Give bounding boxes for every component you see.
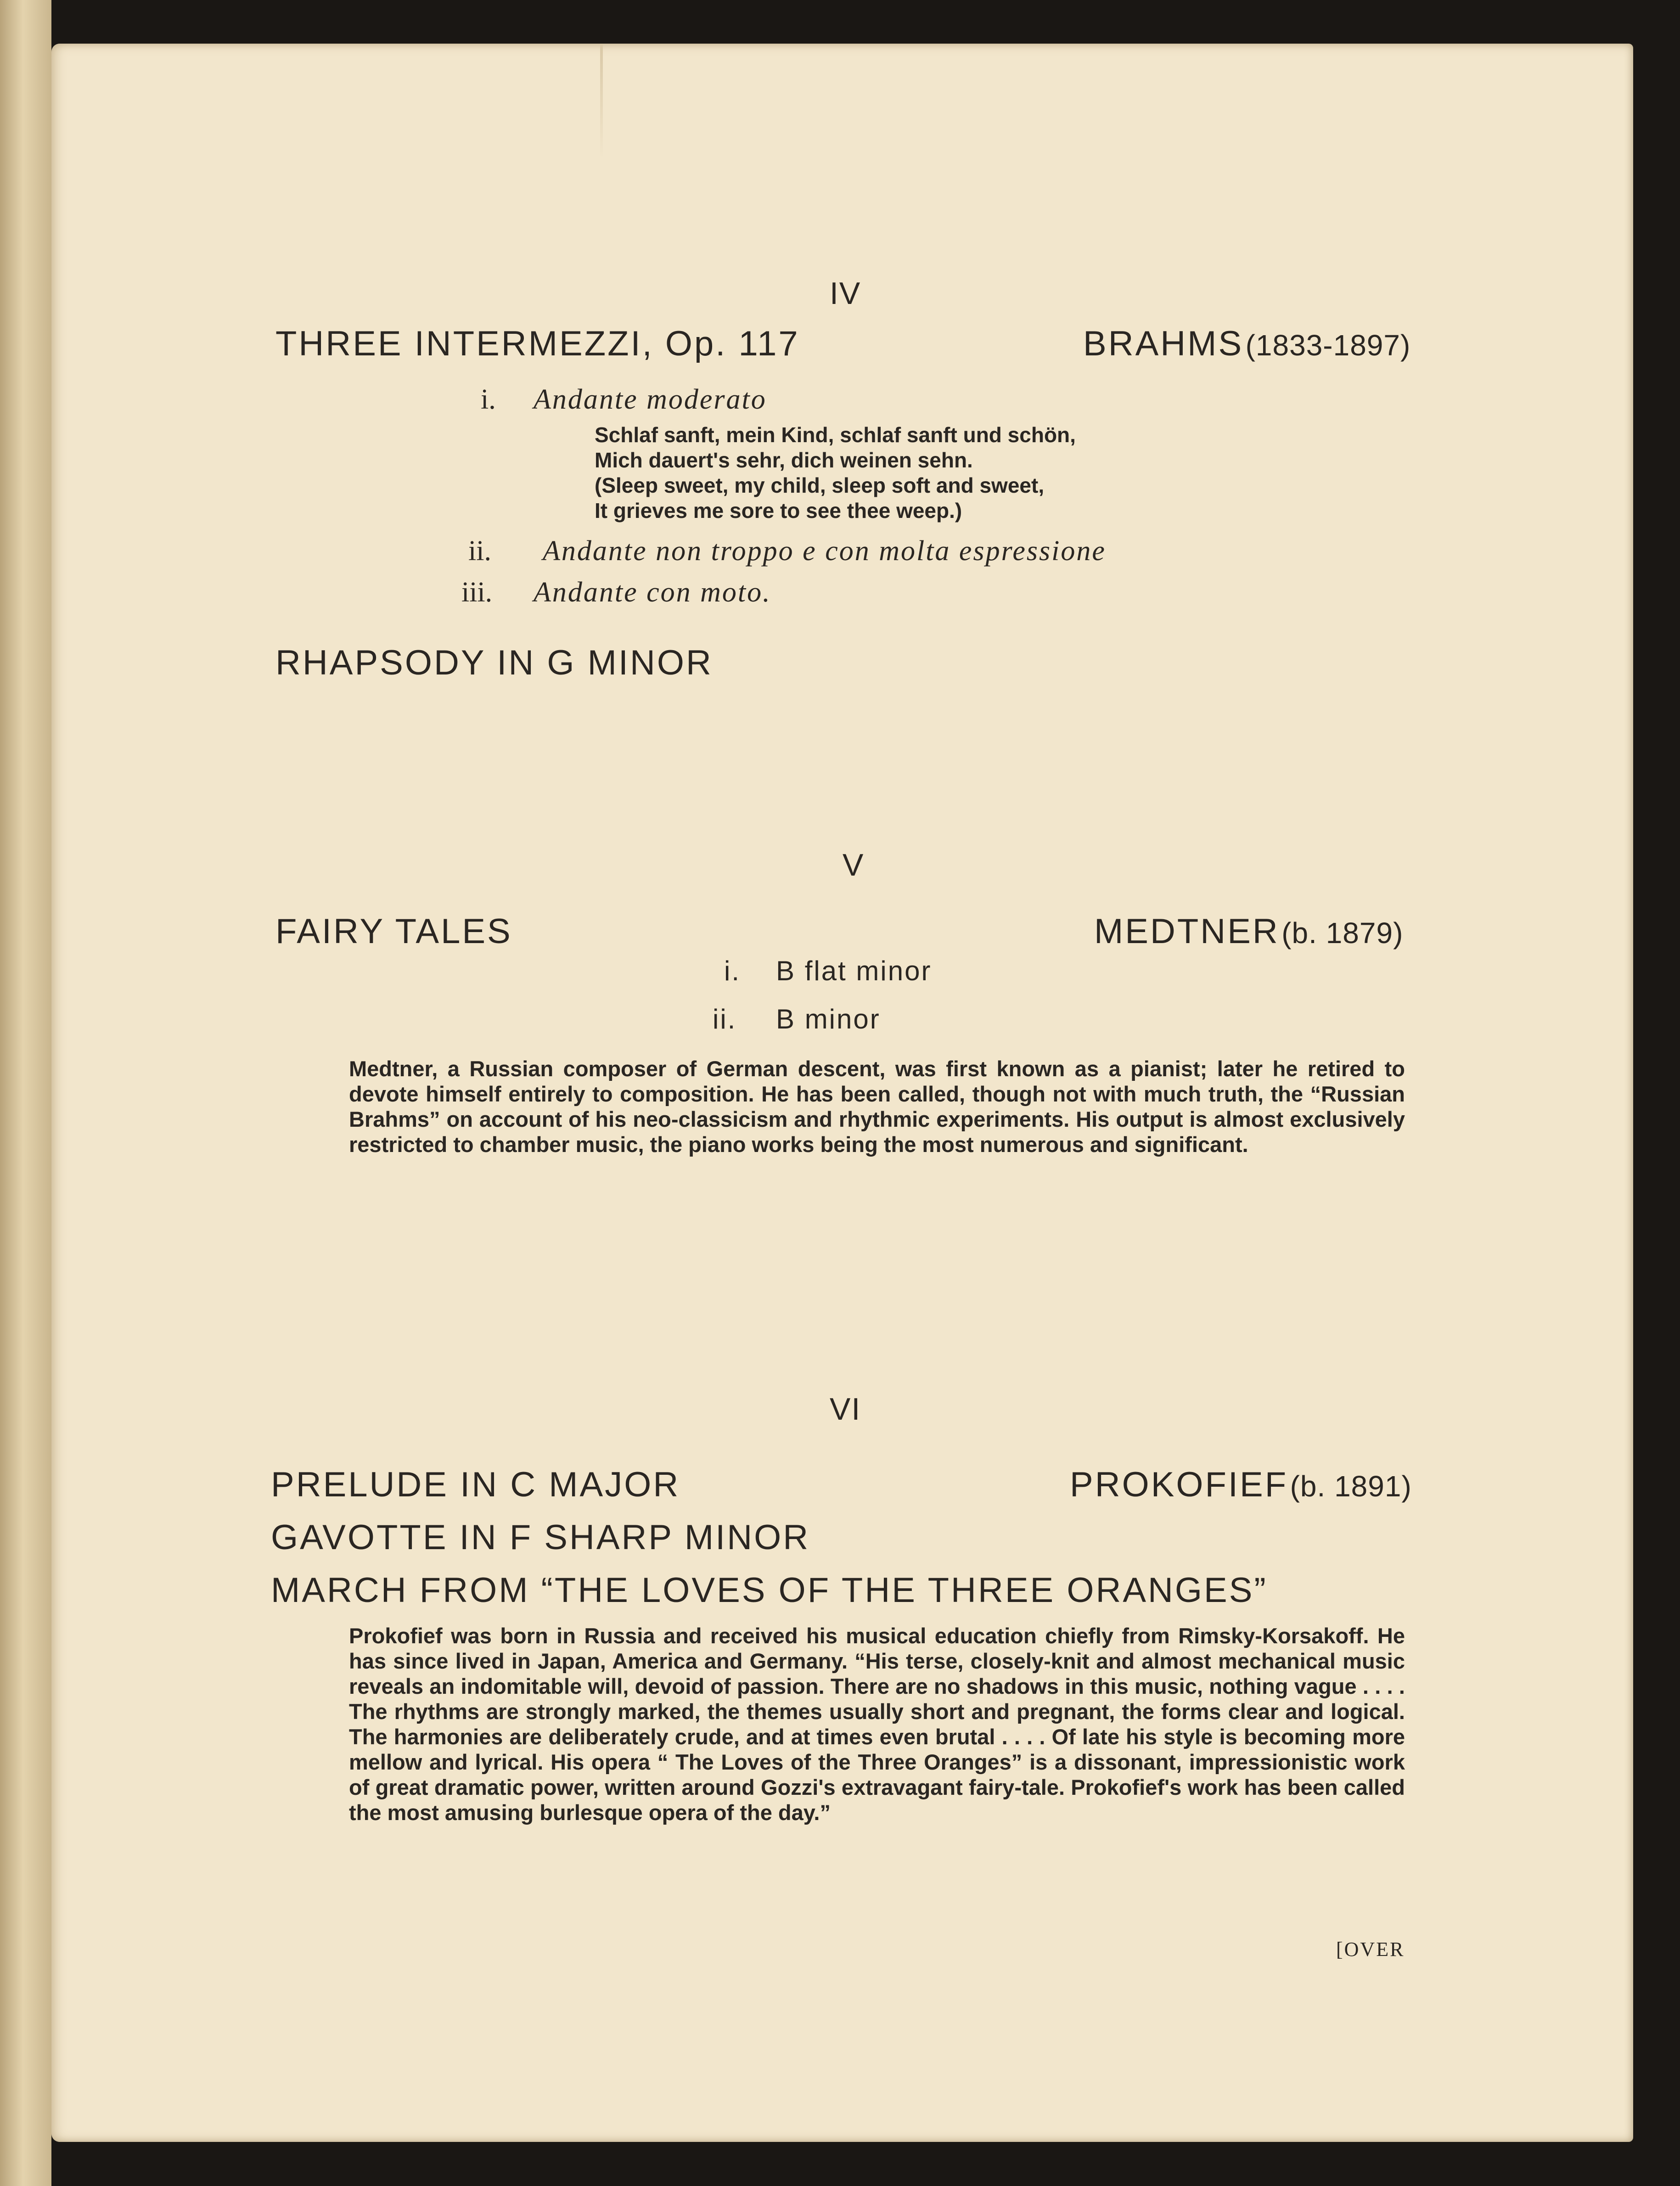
epigraph-line-2: Mich dauert's sehr, dich weinen sehn.: [595, 448, 973, 472]
section-iv-movement-3-tempo: Andante con moto.: [534, 577, 771, 608]
section-iv-movement-3-number: iii.: [461, 577, 493, 608]
section-v-movement-1-number: i.: [724, 955, 741, 986]
epigraph-line-4: It grieves me sore to see thee weep.): [595, 499, 962, 523]
over-marker: [OVER: [1336, 1938, 1405, 1961]
section-iv-movement-1-tempo: Andante moderato: [534, 384, 767, 415]
section-vi-composer-dates: (b. 1891): [1290, 1470, 1412, 1503]
section-iv-work-title: THREE INTERMEZZI, Op. 117: [275, 324, 800, 363]
section-iv-movement-1-number: i.: [481, 384, 496, 415]
section-vi-work-2: GAVOTTE IN F SHARP MINOR: [271, 1518, 810, 1557]
section-vi-composer-line: [1070, 1465, 1412, 1505]
section-v-movement-1-key: B flat minor: [776, 955, 932, 986]
section-vi-work-3: MARCH FROM “THE LOVES OF THE THREE ORANGES”: [271, 1571, 1268, 1610]
section-iv-composer: BRAHMS: [1083, 324, 1244, 363]
program-page: [51, 44, 1633, 2142]
book-spine: [0, 0, 51, 2186]
page-crease: [600, 44, 603, 158]
section-iv-numeral: IV: [830, 276, 861, 311]
section-v-note: Medtner, a Russian composer of German descent, was first known as a pianist; later he retired to devote himself entirely to composition. He has been called, though not with much truth, the “Russian Brahms” on account of his neo-classicism and rhythmic experiments. His output is almost exclusively restricted to chamber music, the piano works being the most numerous and significant.: [349, 1056, 1405, 1157]
section-vi-work-1: PRELUDE IN C MAJOR: [271, 1465, 680, 1504]
section-iv-composer-line: [1083, 324, 1410, 364]
section-iv-composer-dates: (1833-1897): [1245, 329, 1411, 362]
section-v-composer-line: [1094, 911, 1403, 951]
section-v-movement-2-number: ii.: [713, 1004, 737, 1034]
section-vi-numeral: VI: [830, 1392, 861, 1427]
section-v-numeral: V: [843, 848, 865, 882]
section-vi-composer: PROKOFIEF: [1070, 1465, 1288, 1504]
section-v-work-title: FAIRY TALES: [275, 912, 512, 951]
section-iv-movement-2-tempo: Andante non troppo e con molta espressione: [543, 535, 1106, 567]
section-iv-second-work: RHAPSODY IN G MINOR: [275, 643, 713, 682]
section-v-composer: MEDTNER: [1094, 912, 1280, 951]
epigraph-line-3: (Sleep sweet, my child, sleep soft and sweet,: [595, 473, 1045, 497]
section-v-composer-dates: (b. 1879): [1281, 916, 1404, 950]
section-vi-note: Prokofief was born in Russia and received his musical education chiefly from Rimsky-Korsakoff. He has since lived in Japan, America and Germany. “His terse, closely-knit and almost mechanical music reveals an indomitable will, devoid of passion. There are no shadows in this music, nothing vague . . . . The rhythms are strongly marked, the themes usually short and pregnant, the forms clear and logical. The harmonies are deliberately crude, and at times even brutal . . . . Of late his style is becoming more mellow and lyrical. His opera “ The Loves of the Three Oranges” is a dissonant, impressionistic work of great dramatic power, written around Gozzi's extravagant fairy-tale. Prokofief's work has been called the most amusing burlesque opera of the day.”: [349, 1624, 1405, 1825]
section-iv-movement-2-number: ii.: [468, 535, 491, 567]
section-v-movement-2-key: B minor: [776, 1004, 881, 1034]
epigraph-line-1: Schlaf sanft, mein Kind, schlaf sanft und schön,: [595, 423, 1076, 447]
